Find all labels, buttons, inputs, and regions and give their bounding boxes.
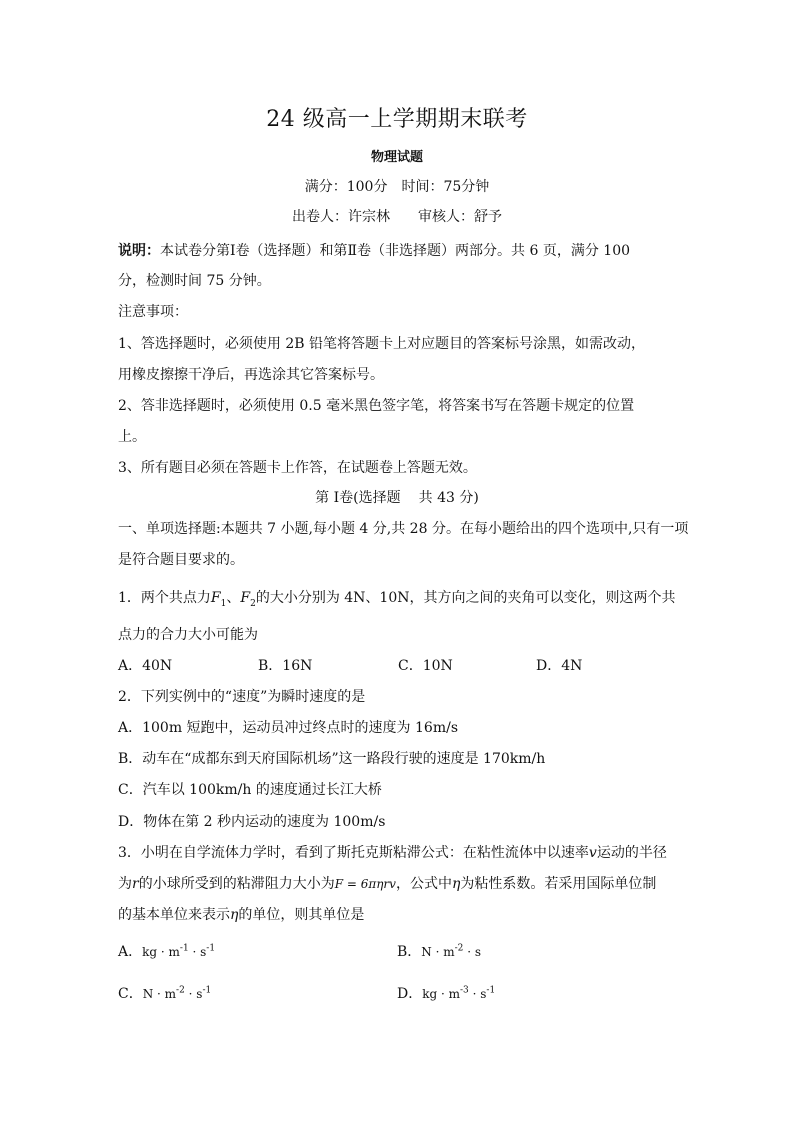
q3-option-d-exp1: -3 <box>460 985 469 996</box>
exam-title: 24 级高一上学期期末联考 <box>266 107 528 132</box>
q2-option-c: C．汽车以 100km/h 的速度通过长江大桥 <box>118 782 382 798</box>
q1-stem-a <box>118 587 676 609</box>
author-label: 出卷人：许宗林 <box>292 209 390 225</box>
q1-force2-symbol: F <box>240 590 251 606</box>
q3-stem-rest: 运动的半径 <box>596 845 667 861</box>
attention-item-2a: 2、答非选择题时，必须使用 0.5 毫米黑色签字笔，将答案书写在答题卡规定的位置 <box>118 398 635 414</box>
attention-item-3: 3、所有题目必须在答题卡上作答，在试题卷上答题无效。 <box>118 460 477 476</box>
q3-option-a <box>118 941 215 961</box>
q2-stem: 2．下列实例中的“速度”为瞬时速度的是 <box>118 689 366 705</box>
notes-line-1 <box>118 240 630 260</box>
q3-option-b <box>397 941 481 961</box>
q3-eta-symbol-2: η <box>230 907 239 923</box>
q1-stem-rest: 的大小分别为 4N、10N，其方向之间的夹角可以变化，则这两个共 <box>255 590 676 606</box>
q3-stokes-formula: F = 6πηrv <box>334 877 396 891</box>
section-instruction-b: 是符合题目要求的。 <box>118 552 244 568</box>
section-title-part-a: 第 Ⅰ卷(选择题 <box>315 490 401 506</box>
q1-stem-b: 点力的合力大小可能为 <box>118 627 258 643</box>
q3-option-d-label: D． <box>397 986 423 1002</box>
q3-stem-b <box>118 873 656 893</box>
section-title <box>0 487 794 507</box>
q2-option-a: A．100m 短跑中，运动员冲过终点时的速度为 16m/s <box>118 720 458 736</box>
q3-option-c-unit: N · m <box>142 987 177 1001</box>
q3-option-b-mid: · s <box>463 945 482 959</box>
q3-option-b-exp1: -2 <box>454 943 464 954</box>
q3-option-d-unit: kg · m <box>422 987 461 1001</box>
q3-stem-b-prefix: 为 <box>118 876 132 892</box>
exam-subtitle: 物理试题 <box>370 150 423 165</box>
notes-line-2: 分，检测时间 75 分钟。 <box>118 273 271 289</box>
q3-option-c <box>118 983 211 1003</box>
q3-stem-c-prefix: 的基本单位来表示 <box>118 907 230 923</box>
q3-option-b-unit: N · m <box>421 945 455 959</box>
q1-option-d: D．4N <box>536 658 583 674</box>
notes-label: 说明： <box>118 243 160 259</box>
q3-option-d-exp2: -1 <box>486 985 496 996</box>
q3-stem-a <box>118 842 667 862</box>
q3-option-a-mid: · s <box>188 945 207 959</box>
attention-heading: 注意事项： <box>118 304 188 320</box>
q3-stem-b-mid: 的小球所受到的粘滞阻力大小为 <box>138 876 335 892</box>
q1-option-c: C．10N <box>398 658 453 674</box>
q2-option-d: D．物体在第 2 秒内运动的速度为 100m/s <box>118 814 386 830</box>
q3-option-b-label: B． <box>397 944 422 960</box>
q3-option-a-unit: kg · m <box>142 945 180 959</box>
q3-stem-prefix: 3．小明在自学流体力学时，看到了斯托克斯粘滞公式：在粘性流体中以速率 <box>118 845 589 861</box>
section-instruction-a: 一、单项选择题:本题共 7 小题,每小题 4 分,共 28 分。在每小题给出的四个选项中,只有一项 <box>118 521 689 537</box>
q1-force1-symbol: F <box>210 590 221 606</box>
q3-option-c-exp1: -2 <box>176 985 185 996</box>
q3-option-a-label: A． <box>118 944 143 960</box>
score-time-line: 满分：100分 时间：75分钟 <box>304 179 490 195</box>
q3-option-c-mid: · s <box>184 987 203 1001</box>
q3-option-a-exp2: -1 <box>206 943 216 954</box>
q3-velocity-symbol: v <box>588 845 597 861</box>
q3-eta-symbol: η <box>451 876 461 892</box>
q3-stem-b-end: 为粘性系数。若采用国际单位制 <box>460 876 657 892</box>
q1-force1-subscript: 1 <box>220 598 227 609</box>
q1-force2-subscript: 2 <box>250 598 256 609</box>
q3-option-d-mid: · s <box>468 987 487 1001</box>
attention-item-1a: 1、答选择题时，必须使用 2B 铅笔将答题卡上对应题目的答案标号涂黑，如需改动， <box>118 336 646 352</box>
reviewer-label: 审核人：舒予 <box>418 209 502 225</box>
q3-option-d <box>397 983 495 1003</box>
q2-option-b: B．动车在“成都东到天府国际机场”这一路段行驶的速度是 170km/h <box>118 751 546 767</box>
q3-stem-c <box>118 904 364 924</box>
q1-stem-prefix: 1．两个共点力 <box>118 590 211 606</box>
q3-radius-symbol: r <box>132 876 139 892</box>
attention-item-2b: 上。 <box>118 429 146 445</box>
author-reviewer-line <box>0 206 794 226</box>
q1-separator: 、 <box>226 590 241 606</box>
q3-stem-c-post: 的单位，则其单位是 <box>238 907 365 923</box>
q3-stem-b-post: ，公式中 <box>395 876 452 892</box>
attention-item-1b: 用橡皮擦擦干净后，再选涂其它答案标号。 <box>118 367 384 383</box>
q1-option-a: A．40N <box>118 658 173 674</box>
q3-option-a-exp1: -1 <box>179 943 189 954</box>
q3-option-c-label: C． <box>118 986 143 1002</box>
section-title-part-b: 共 43 分) <box>418 490 479 506</box>
q1-option-b: B．16N <box>258 658 313 674</box>
q3-option-c-exp2: -1 <box>202 985 212 996</box>
notes-text-1: 本试卷分第Ⅰ卷（选择题）和第Ⅱ卷（非选择题）两部分。共 6 页，满分 100 <box>160 243 631 259</box>
